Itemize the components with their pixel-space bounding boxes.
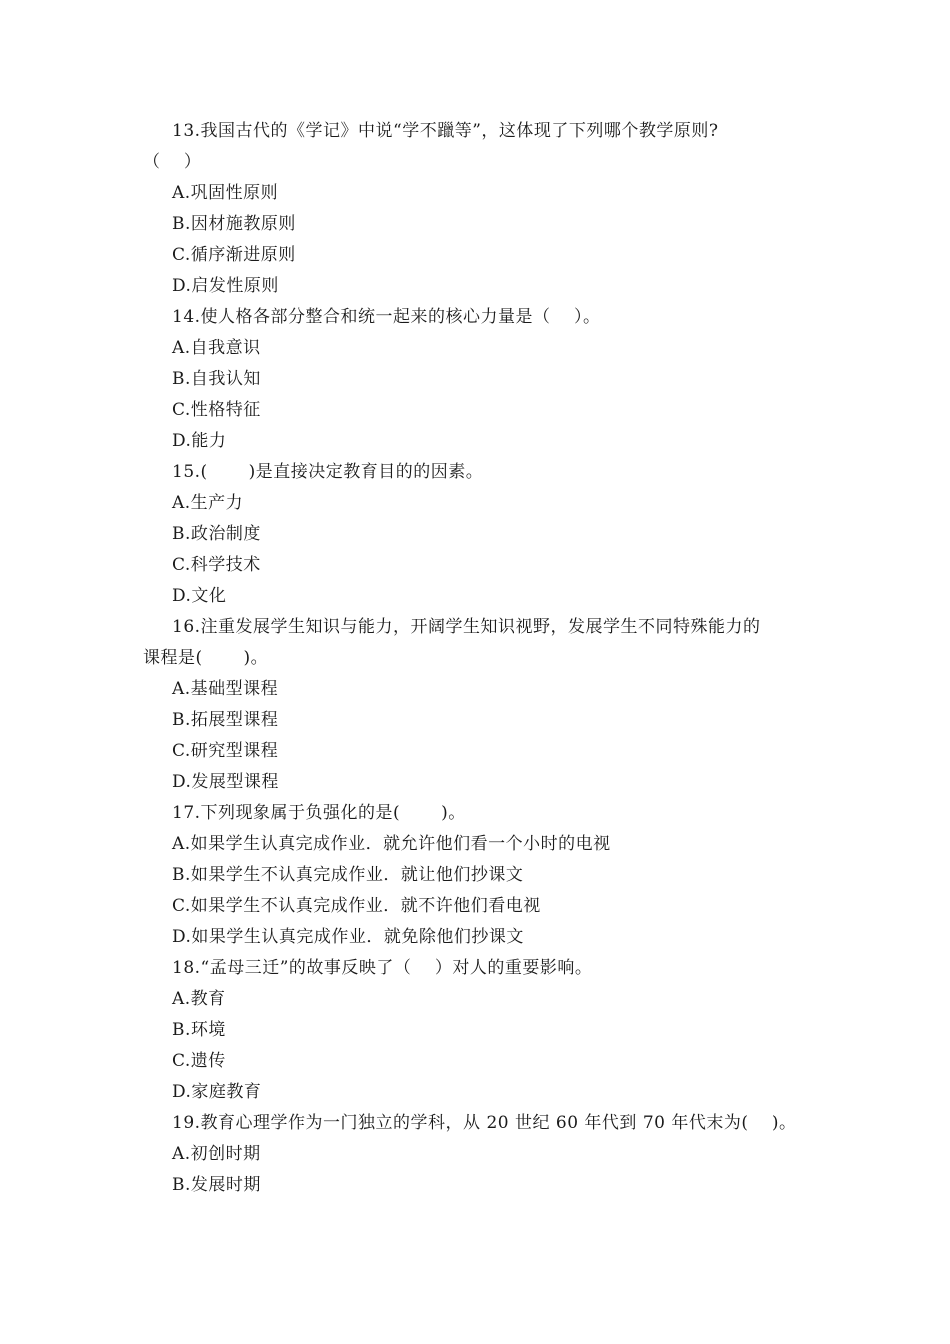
option-b: B.拓展型课程: [172, 710, 279, 730]
option-b: B.政治制度: [172, 524, 261, 544]
option-a: A.初创时期: [172, 1144, 261, 1164]
option-c: C.循序渐进原则: [172, 245, 296, 265]
question-15: [0, 457, 950, 612]
question-stem-continuation: 课程是( )。: [143, 648, 269, 668]
option-c: C.科学技术: [172, 555, 261, 575]
question-stem: 17.下列现象属于负强化的是( )。: [172, 803, 466, 823]
option-b: B.自我认知: [172, 369, 261, 389]
option-d: D.发展型课程: [172, 772, 279, 792]
option-b: B.发展时期: [172, 1175, 261, 1195]
option-c: C.如果学生不认真完成作业．就不许他们看电视: [172, 896, 541, 916]
question-17: [0, 798, 950, 953]
option-b: B.因材施教原则: [172, 214, 296, 234]
option-d: D.如果学生认真完成作业．就免除他们抄课文: [172, 927, 524, 947]
question-13: [0, 116, 950, 302]
option-d: D.家庭教育: [172, 1082, 262, 1102]
option-b: B.如果学生不认真完成作业．就让他们抄课文: [172, 865, 524, 885]
question-14: [0, 302, 950, 457]
option-c: C.研究型课程: [172, 741, 279, 761]
question-stem: 14.使人格各部分整合和统一起来的核心力量是（ ）。: [172, 307, 601, 327]
option-a: A.自我意识: [172, 338, 261, 358]
question-stem: 18.“孟母三迁”的故事反映了（ ）对人的重要影响。: [172, 958, 593, 978]
option-a: A.如果学生认真完成作业．就允许他们看一个小时的电视: [172, 834, 611, 854]
option-d: D.能力: [172, 431, 227, 451]
option-a: A.基础型课程: [172, 679, 279, 699]
option-a: A.生产力: [172, 493, 244, 513]
option-a: A.教育: [172, 989, 226, 1009]
question-stem: 15.( )是直接决定教育目的的因素。: [172, 462, 484, 482]
question-18: [0, 953, 950, 1108]
option-c: C.遗传: [172, 1051, 226, 1071]
option-d: D.启发性原则: [172, 276, 279, 296]
option-c: C.性格特征: [172, 400, 261, 420]
option-a: A.巩固性原则: [172, 183, 279, 203]
option-d: D.文化: [172, 586, 227, 606]
question-stem-continuation: （ ）: [143, 152, 202, 172]
question-stem: 16.注重发展学生知识与能力，开阔学生知识视野，发展学生不同特殊能力的: [172, 617, 761, 637]
question-19: [0, 1108, 950, 1201]
document-page: [0, 116, 950, 1201]
question-stem: 19.教育心理学作为一门独立的学科，从 20 世纪 60 年代到 70 年代末为( )。: [172, 1113, 797, 1133]
option-b: B.环境: [172, 1020, 226, 1040]
question-16: [0, 612, 950, 798]
question-stem: 13.我国古代的《学记》中说“学不躐等”，这体现了下列哪个教学原则?: [172, 121, 719, 141]
